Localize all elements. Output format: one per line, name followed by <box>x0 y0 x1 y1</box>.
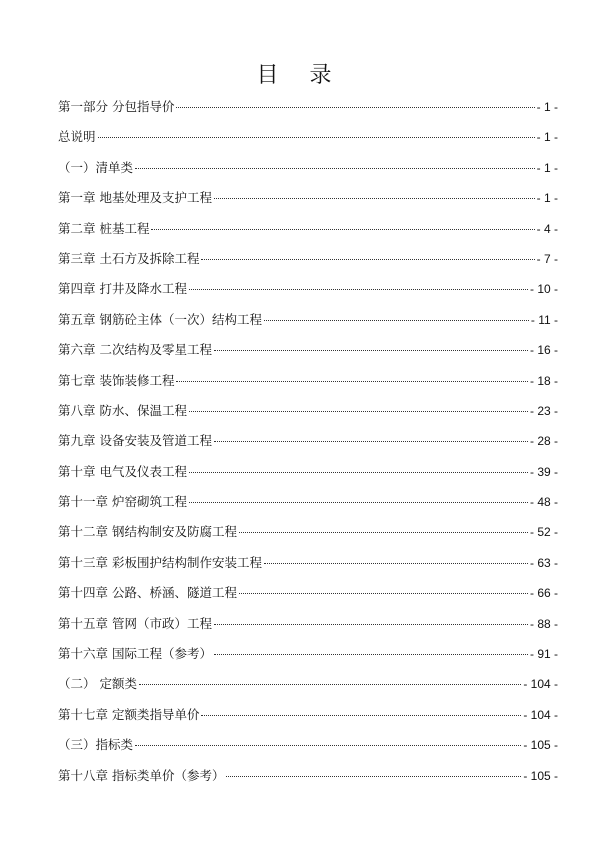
toc-entry[interactable] <box>58 487 558 517</box>
toc-entry[interactable] <box>58 396 558 426</box>
toc-entry-page: - 1 - <box>536 100 558 114</box>
toc-entry-page: - 66 - <box>529 586 558 601</box>
toc-entry-page: - 88 - <box>529 616 558 631</box>
dot-leader <box>189 288 528 290</box>
dot-leader <box>139 683 521 685</box>
toc-entry[interactable] <box>58 548 558 578</box>
toc-entry[interactable] <box>58 669 558 699</box>
toc-entry-page: - 16 - <box>529 343 558 358</box>
dot-leader <box>201 258 534 260</box>
toc-entry-page: - 11 - <box>530 312 558 327</box>
toc-entry-label: 总说明 <box>58 129 96 145</box>
toc-entry-label: 第十六章 国际工程（参考） <box>58 646 212 662</box>
toc-entry[interactable] <box>58 183 558 213</box>
toc-entry-label: 第十二章 钢结构制安及防腐工程 <box>58 524 237 540</box>
toc-entry-label: 第七章 装饰装修工程 <box>58 372 175 388</box>
toc-entry-label: （一）清单类 <box>58 159 134 175</box>
toc-entry-page: - 91 - <box>529 647 558 662</box>
toc-entry-page: - 48 - <box>529 495 558 510</box>
toc-entry-label: 第十七章 定额类指导单价 <box>58 706 200 722</box>
toc-entry-page: - 63 - <box>529 555 558 570</box>
dot-leader <box>176 380 528 382</box>
toc-entry-label: 第八章 防水、保温工程 <box>58 402 187 418</box>
toc-entry-label: 第九章 设备安装及管道工程 <box>58 433 212 449</box>
dot-leader <box>214 623 528 625</box>
toc-entry-label: 第二章 桩基工程 <box>58 220 150 236</box>
toc-entry-label: 第十八章 指标类单价（参考） <box>58 767 225 783</box>
dot-leader <box>135 167 535 169</box>
toc-entry-label: （三）指标类 <box>58 737 134 753</box>
toc-entry-page: - 10 - <box>529 282 558 297</box>
toc-entry-page: - 28 - <box>529 434 558 449</box>
dot-leader <box>239 531 528 533</box>
toc-entry[interactable] <box>58 214 558 244</box>
toc-entry[interactable] <box>58 639 558 669</box>
toc-entry[interactable] <box>58 457 558 487</box>
dot-leader <box>264 562 528 564</box>
dot-leader <box>189 471 528 473</box>
toc-entry[interactable] <box>58 92 558 122</box>
toc-entry[interactable] <box>58 274 558 304</box>
toc-entry[interactable] <box>58 366 558 396</box>
dot-leader <box>214 197 535 199</box>
toc-entry[interactable] <box>58 761 558 791</box>
toc-entry[interactable] <box>58 730 558 760</box>
toc-entry-page: - 1 - <box>536 191 558 206</box>
toc-entry-page: - 104 - <box>523 707 558 722</box>
toc-entry-page: - 23 - <box>529 403 558 418</box>
dot-leader <box>176 106 534 108</box>
dot-leader <box>135 744 521 746</box>
toc-entry[interactable] <box>58 426 558 456</box>
dot-leader <box>151 228 534 230</box>
toc-entry-page: - 39 - <box>529 464 558 479</box>
toc-entry-label: 第三章 土石方及拆除工程 <box>58 250 200 266</box>
toc-entry-page: - 1 - <box>536 160 558 175</box>
dot-leader <box>98 136 535 138</box>
dot-leader <box>214 653 528 655</box>
toc-entry[interactable] <box>58 517 558 547</box>
toc-entry-label: 第十四章 公路、桥涵、隧道工程 <box>58 585 237 601</box>
toc-entry-label: 第十章 电气及仪表工程 <box>58 463 187 479</box>
dot-leader <box>189 410 528 412</box>
toc-entry[interactable] <box>58 122 558 152</box>
toc-entry[interactable] <box>58 335 558 365</box>
dot-leader <box>189 501 528 503</box>
toc-entry[interactable] <box>58 244 558 274</box>
dot-leader <box>226 775 521 777</box>
toc-entry-page: - 104 - <box>523 677 558 692</box>
dot-leader <box>239 592 528 594</box>
dot-leader <box>214 349 528 351</box>
toc-entry-page: - 105 - <box>523 768 558 783</box>
toc-entry[interactable] <box>58 700 558 730</box>
toc-entry-label: 第一部分 分包指导价 <box>58 99 175 114</box>
toc-entry-page: - 18 - <box>529 373 558 388</box>
toc-entry-page: - 1 - <box>536 130 558 145</box>
dot-leader <box>201 714 521 716</box>
toc-entry-label: （二） 定额类 <box>58 676 137 692</box>
toc-entry-label: 第十三章 彩板围护结构制作安装工程 <box>58 554 262 570</box>
toc-entry-page: - 7 - <box>536 251 558 266</box>
table-of-contents <box>58 92 558 791</box>
toc-entry-label: 第六章 二次结构及零星工程 <box>58 342 212 358</box>
toc-entry-label: 第一章 地基处理及支护工程 <box>58 190 212 206</box>
toc-entry-label: 第十五章 管网（市政）工程 <box>58 615 212 631</box>
dot-leader <box>264 319 529 321</box>
dot-leader <box>214 440 528 442</box>
toc-entry[interactable] <box>58 578 558 608</box>
toc-entry-page: - 4 - <box>536 221 558 236</box>
toc-entry-label: 第十一章 炉窑砌筑工程 <box>58 494 187 510</box>
toc-entry[interactable] <box>58 153 558 183</box>
toc-entry-label: 第五章 钢筋砼主体（一次）结构工程 <box>58 311 262 327</box>
toc-entry-page: - 105 - <box>523 738 558 753</box>
toc-entry-label: 第四章 打井及降水工程 <box>58 281 187 297</box>
toc-entry[interactable] <box>58 609 558 639</box>
toc-title: 目 录 <box>256 63 344 88</box>
toc-entry-page: - 52 - <box>529 525 558 540</box>
toc-entry[interactable] <box>58 305 558 335</box>
